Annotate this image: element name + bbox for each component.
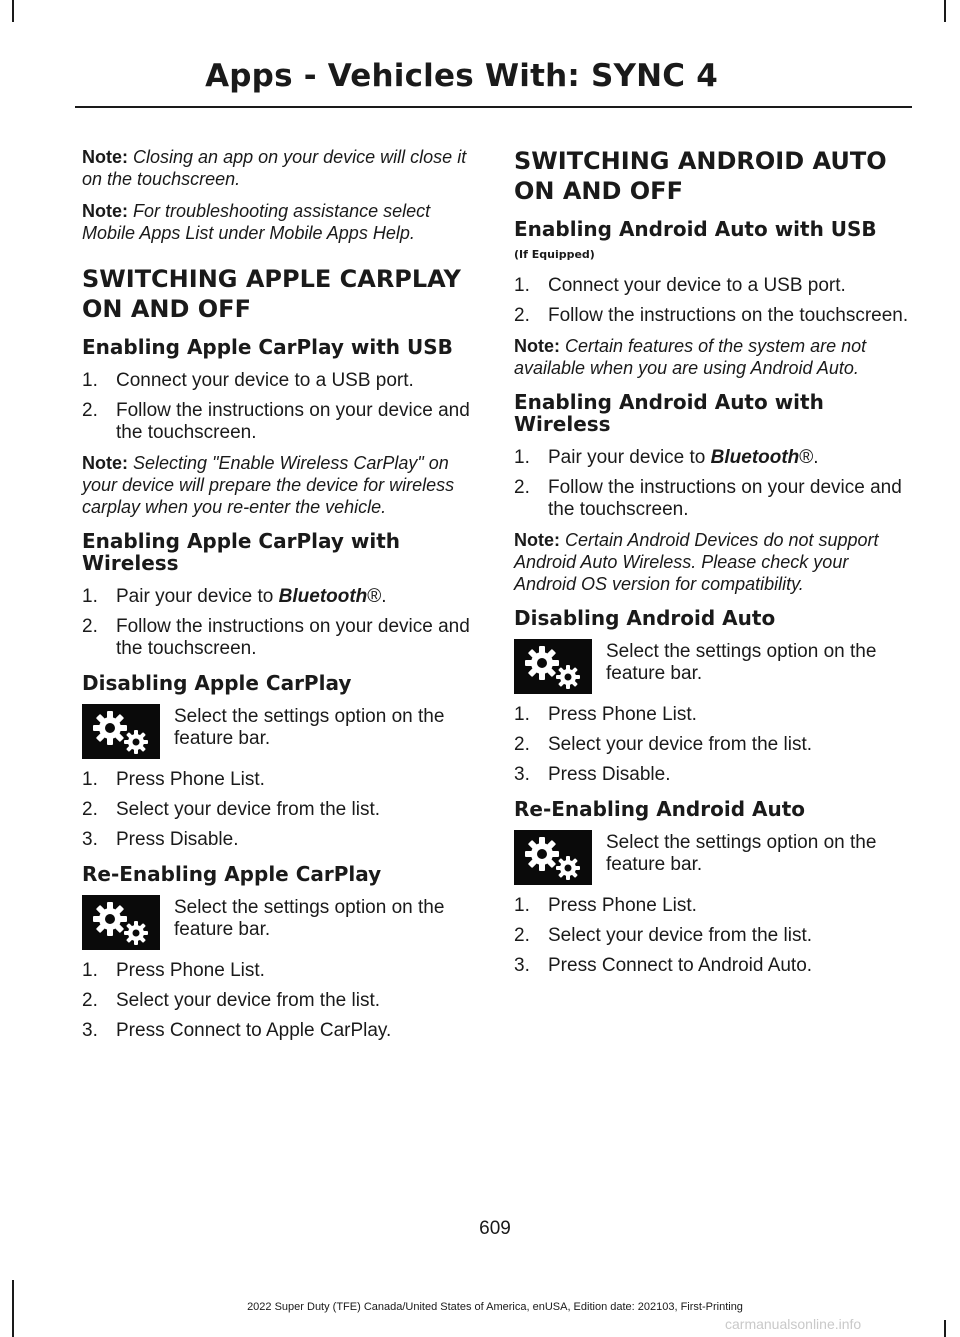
subsection-heading: Enabling Android Auto with Wireless xyxy=(514,390,824,436)
subsection-heading: Disabling Apple CarPlay xyxy=(82,671,352,695)
section-heading: SWITCHING APPLE CARPLAY ON AND OFF xyxy=(82,265,461,323)
list-item: 2. Select your device from the list. xyxy=(82,799,380,820)
list-item: 1. Connect your device to a USB port. xyxy=(82,370,414,391)
list-item: 3. Press Connect to Apple CarPlay. xyxy=(82,1020,392,1041)
right-column xyxy=(514,146,910,985)
step-list xyxy=(514,447,910,521)
subsection-heading: Enabling Android Auto with USB xyxy=(514,217,877,241)
step-list xyxy=(514,704,910,786)
list-item: 1. Press Phone List. xyxy=(514,895,697,916)
subsection-heading: Enabling Apple CarPlay with USB xyxy=(82,335,453,359)
list-item: 3. Press Connect to Android Auto. xyxy=(514,955,813,976)
crop-mark-bottom-right xyxy=(944,1320,946,1337)
crop-mark-top-left xyxy=(12,0,14,22)
list-item: 2. Follow the instructions on your device and the touchscreen. xyxy=(82,400,470,443)
note: Note: Certain Android Devices do not support Android Auto Wireless. Please check your Android OS version for compatibility. xyxy=(514,530,879,594)
icon-caption: Select the settings option on the feature bar. xyxy=(174,706,445,749)
subsection-heading: Re-Enabling Apple CarPlay xyxy=(82,862,382,886)
left-column xyxy=(82,146,482,1050)
page-title: Apps - Vehicles With: SYNC 4 xyxy=(205,58,718,94)
step-list xyxy=(82,960,482,1042)
list-item: 2. Follow the instructions on your device and the touchscreen. xyxy=(82,616,470,659)
settings-instruction xyxy=(82,706,482,759)
list-item: 1. Press Phone List. xyxy=(82,960,265,981)
settings-instruction xyxy=(514,641,910,694)
icon-caption: Select the settings option on the feature bar. xyxy=(174,897,445,940)
list-item: 2. Follow the instructions on your device and the touchscreen. xyxy=(514,477,902,520)
list-item: 3. Press Disable. xyxy=(514,764,671,785)
icon-caption: Select the settings option on the feature bar. xyxy=(606,641,877,684)
list-item: 2. Select your device from the list. xyxy=(82,990,380,1011)
step-list xyxy=(514,895,910,977)
note: Note: Selecting "Enable Wireless CarPlay" on your device will prepare the device for wireless carplay when you re-enter the vehicle. xyxy=(82,453,455,517)
settings-instruction xyxy=(514,832,910,885)
step-list xyxy=(82,370,482,444)
list-item: 1. Pair your device to Bluetooth®. xyxy=(82,586,387,607)
note: Note: Certain features of the system are not available when you are using Android Auto. xyxy=(514,336,867,378)
title-divider xyxy=(75,106,912,108)
gear-icon xyxy=(514,639,592,694)
bluetooth-brand: Bluetooth xyxy=(278,586,368,607)
list-item: 1. Connect your device to a USB port. xyxy=(514,275,846,296)
step-list xyxy=(82,586,482,660)
gear-icon xyxy=(82,704,160,759)
gear-icon xyxy=(82,895,160,950)
section-heading: SWITCHING ANDROID AUTO ON AND OFF xyxy=(514,147,887,205)
gear-icon xyxy=(514,830,592,885)
list-item: 2. Select your device from the list. xyxy=(514,925,812,946)
list-item: 2. Select your device from the list. xyxy=(514,734,812,755)
page-number: 609 xyxy=(479,1218,511,1239)
subsection-heading: Enabling Apple CarPlay with Wireless xyxy=(82,529,400,575)
watermark: carmanualsonline.info xyxy=(725,1316,862,1332)
icon-caption: Select the settings option on the feature bar. xyxy=(606,832,877,875)
step-list xyxy=(82,769,482,851)
footer-text: 2022 Super Duty (TFE) Canada/United States of America, enUSA, Edition date: 202103, First-Printing xyxy=(247,1301,743,1313)
note: Note: For troubleshooting assistance select Mobile Apps List under Mobile Apps Help. xyxy=(82,201,431,243)
list-item: 2. Follow the instructions on the touchscreen. xyxy=(514,305,909,326)
list-item: 1. Pair your device to Bluetooth®. xyxy=(514,447,819,468)
bluetooth-brand: Bluetooth xyxy=(710,447,800,468)
subsection-heading: Disabling Android Auto xyxy=(514,606,776,630)
if-equipped-tag: (If Equipped) xyxy=(514,248,595,261)
note: Note: Closing an app on your device will close it on the touchscreen. xyxy=(82,147,467,189)
list-item: 1. Press Phone List. xyxy=(82,769,265,790)
list-item: 3. Press Disable. xyxy=(82,829,239,850)
step-list xyxy=(514,275,910,327)
list-item: 1. Press Phone List. xyxy=(514,704,697,725)
settings-instruction xyxy=(82,897,482,950)
crop-mark-top-right xyxy=(944,0,946,22)
subsection-heading: Re-Enabling Android Auto xyxy=(514,797,805,821)
